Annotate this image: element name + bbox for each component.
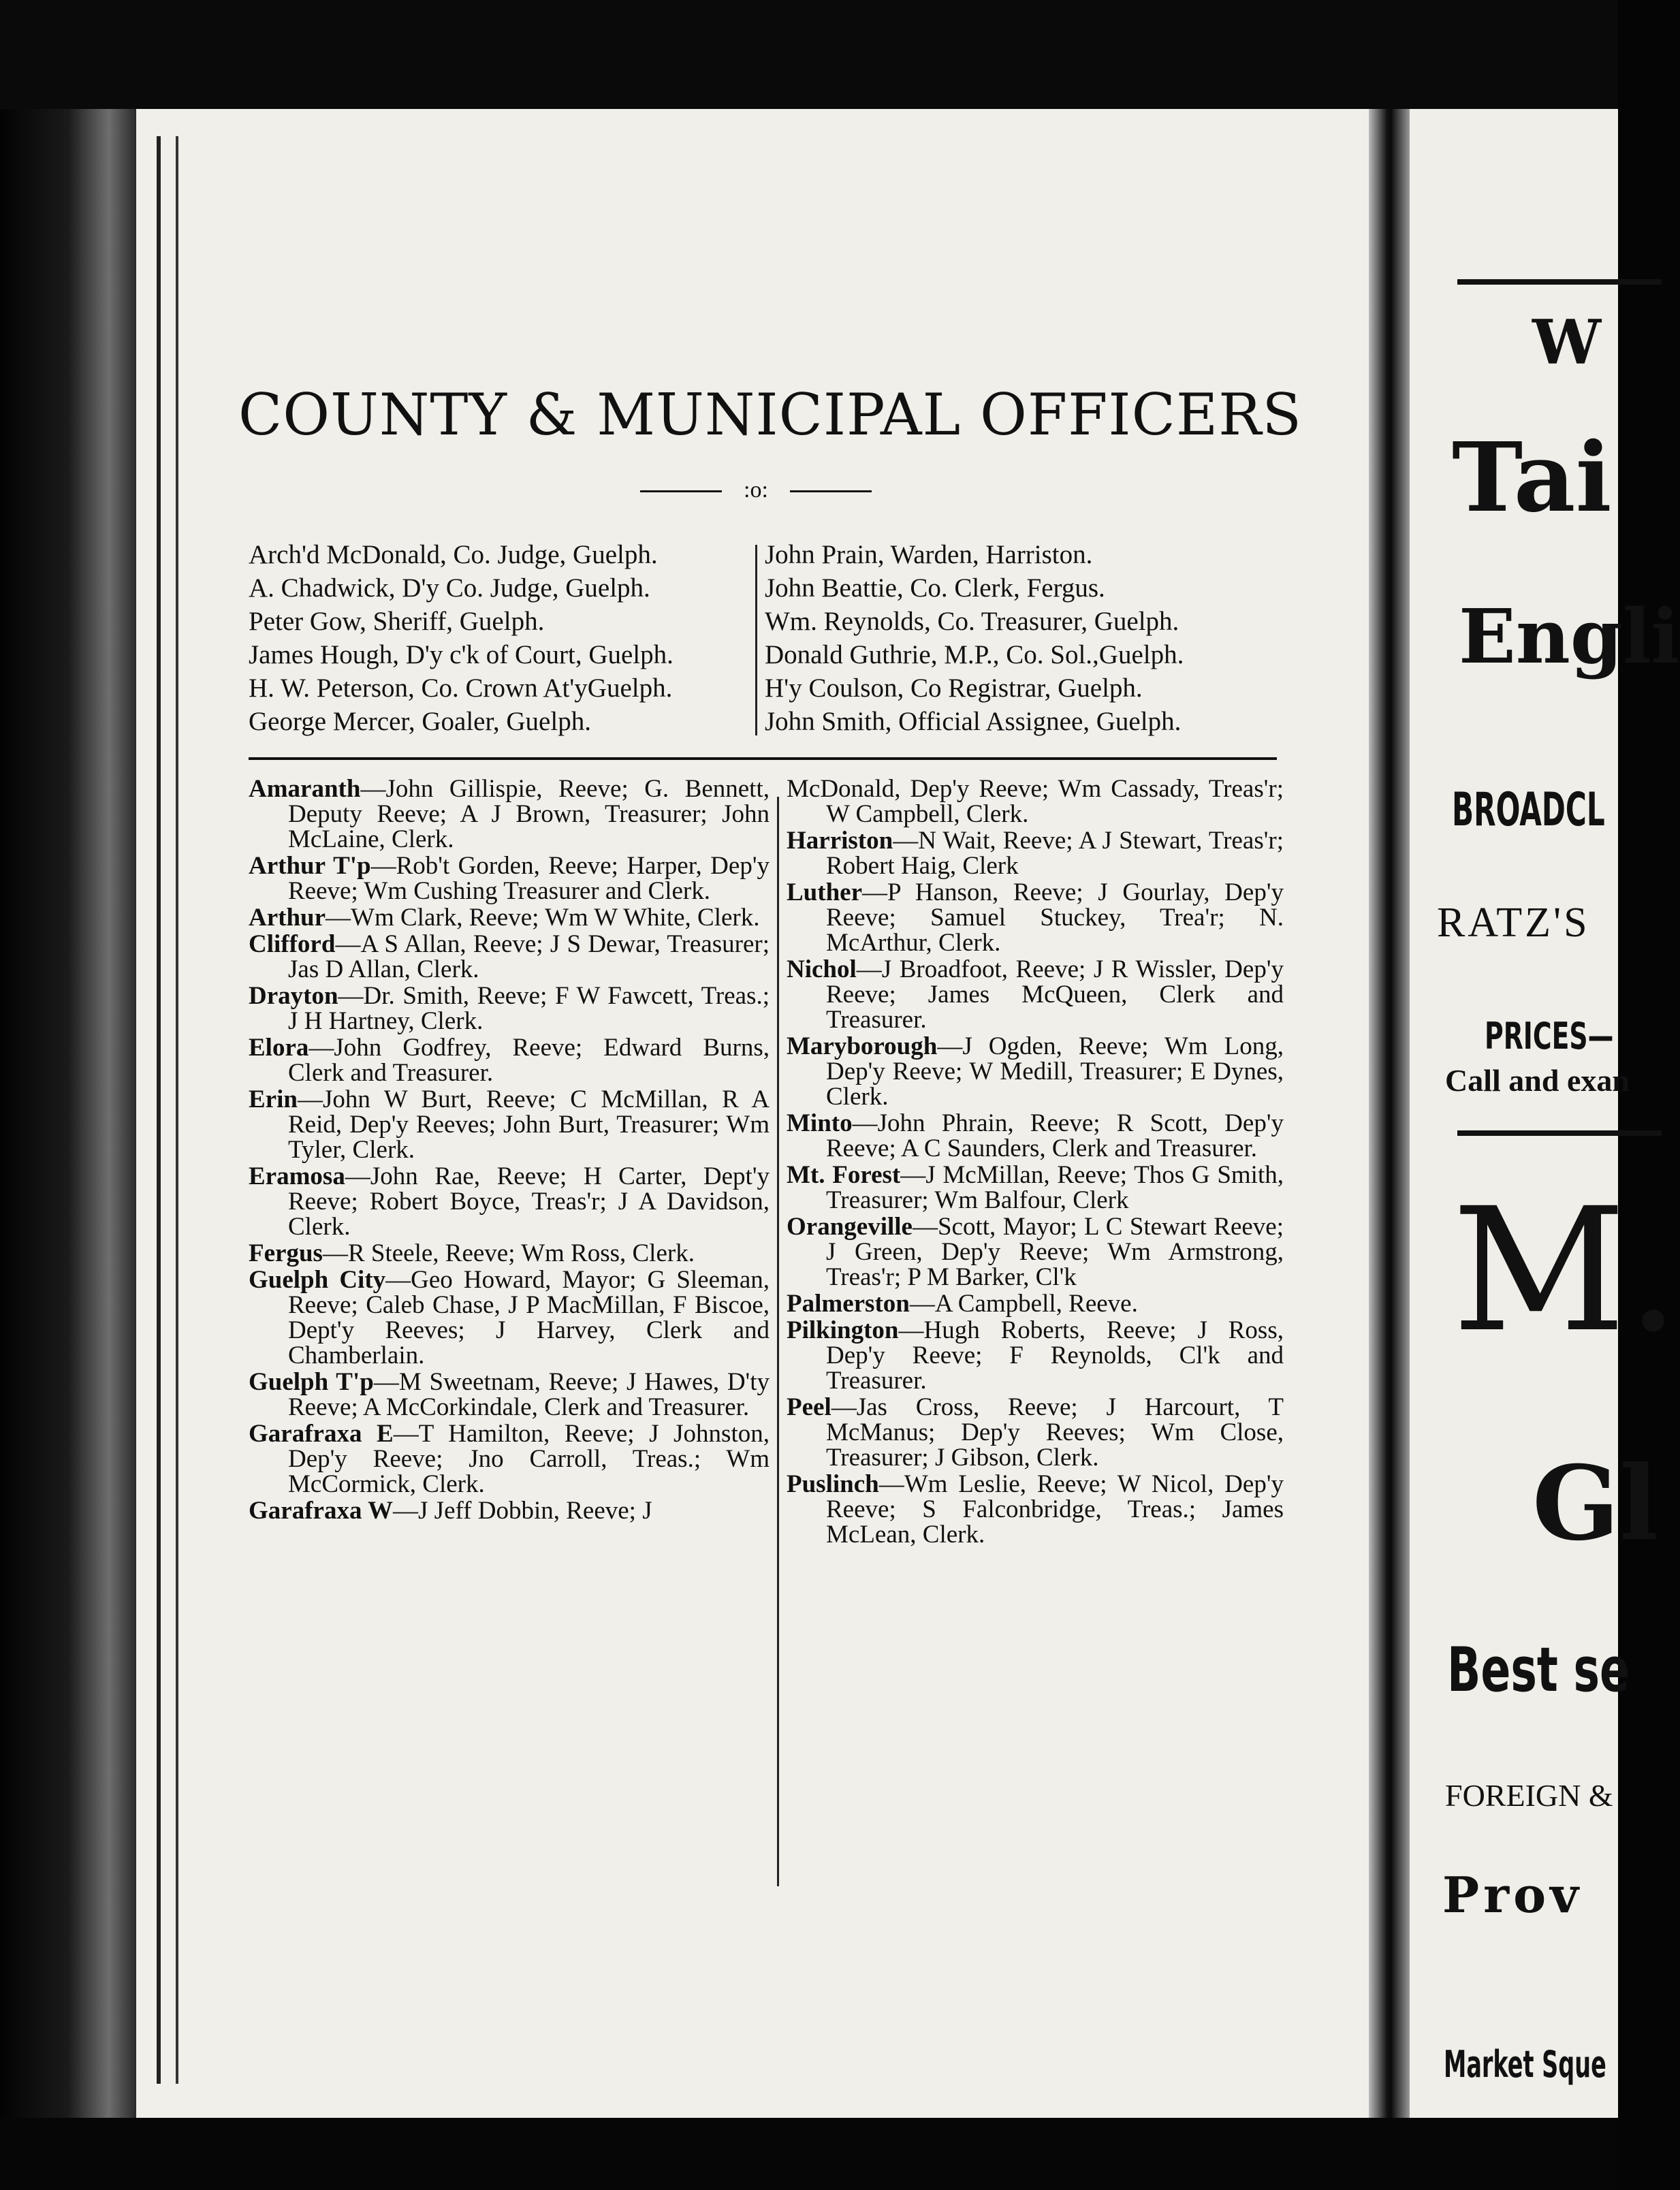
municipality-officers: —A S Allan, Reeve; J S Dewar, Treasurer; Jas D Allan, Clerk. bbox=[288, 930, 770, 983]
municipality-officers: —John Godfrey, Reeve; Edward Burns, Clerk and Treasurer. bbox=[288, 1034, 770, 1087]
municipality-name: Eramosa bbox=[249, 1162, 345, 1190]
municipality-name: Arthur bbox=[249, 904, 326, 932]
ad-call: Call and exan bbox=[1445, 1063, 1630, 1098]
municipality-officers: —Wm Clark, Reeve; Wm W White, Clerk. bbox=[326, 904, 760, 932]
scan-border-top bbox=[0, 0, 1618, 109]
ad-heading-w: W bbox=[1532, 306, 1617, 379]
ad-market: Market Sque bbox=[1444, 2043, 1606, 2086]
municipality-officers: —John Gillispie, Reeve; G. Bennett, Deputy Reeve; A J Brown, Treasurer; John McLaine, Clerk. bbox=[288, 775, 770, 853]
ad-best: Best se bbox=[1447, 1634, 1630, 1706]
municipality-entry bbox=[249, 1421, 770, 1497]
municipality-officers: —M Sweetnam, Reeve; J Hawes, D'ty Reeve; A McCorkindale, Clerk and Treasurer. bbox=[288, 1368, 770, 1421]
municipality-name: Guelph City bbox=[249, 1266, 386, 1294]
municipality-officers: —John W Burt, Reeve; C McMillan, R A Reid, Dep'y Reeves; John Burt, Treasurer; Wm Tyler, Clerk. bbox=[288, 1085, 770, 1164]
officer-line: Donald Guthrie, M.P., Co. Sol.,Guelph. bbox=[765, 640, 1184, 669]
municipality-entry bbox=[249, 1498, 770, 1523]
municipality-name: Amaranth bbox=[249, 775, 361, 803]
column-divider bbox=[777, 797, 779, 1886]
municipality-entry bbox=[249, 853, 770, 904]
municipality-officers: —T Hamilton, Reeve; J Johnston, Dep'y Reeve; Jno Carroll, Treas.; Wm McCormick, Clerk. bbox=[288, 1420, 770, 1498]
municipality-entry bbox=[249, 932, 770, 982]
municipality-officers: —Hugh Roberts, Reeve; J Ross, Dep'y Reeve; F Reynolds, Cl'k and Treasurer. bbox=[826, 1316, 1284, 1395]
title-ornament: :o: bbox=[633, 477, 878, 504]
municipality-name: Erin bbox=[249, 1085, 298, 1113]
officer-line: John Smith, Official Assignee, Guelph. bbox=[765, 707, 1182, 736]
municipality-name: Pilkington bbox=[787, 1316, 899, 1344]
officer-line: H'y Coulson, Co Registrar, Guelph. bbox=[765, 673, 1143, 703]
municipality-name: Mt. Forest bbox=[787, 1161, 901, 1189]
municipality-officers: —R Steele, Reeve; Wm Ross, Clerk. bbox=[322, 1239, 695, 1267]
municipality-entry bbox=[249, 1164, 770, 1239]
municipality-name: Puslinch bbox=[787, 1470, 879, 1498]
officer-line: George Mercer, Goaler, Guelph. bbox=[249, 707, 591, 736]
municipality-officers: —Jas Cross, Reeve; J Harcourt, T McManus; Dep'y Reeves; Wm Close, Treasurer; J Gibson, Clerk. bbox=[826, 1393, 1284, 1472]
municipality-officers: —P Hanson, Reeve; J Gourlay, Dep'y Reeve; Samuel Stuckey, Trea'r; N. McArthur, Clerk. bbox=[826, 878, 1284, 957]
municipality-entry bbox=[249, 1087, 770, 1162]
municipality-name: Peel bbox=[787, 1393, 831, 1421]
municipality-name: Elora bbox=[249, 1034, 309, 1062]
municipality-name: Garafraxa W bbox=[249, 1497, 394, 1525]
page-border-rule bbox=[157, 136, 161, 2084]
municipality-officers: McDonald, Dep'y Reeve; Wm Cassady, Treas'r; W Campbell, Clerk. bbox=[787, 775, 1284, 828]
municipality-officers: —Rob't Gorden, Reeve; Harper, Dep'y Reeve; Wm Cushing Treasurer and Clerk. bbox=[288, 852, 770, 905]
municipal-officers-section bbox=[249, 776, 1284, 1893]
scan-border-left bbox=[0, 109, 136, 2190]
municipality-name: Minto bbox=[787, 1109, 853, 1137]
officer-line: Wm. Reynolds, Co. Treasurer, Guelph. bbox=[765, 607, 1179, 636]
municipality-name: Maryborough bbox=[787, 1032, 938, 1060]
ad-rule bbox=[1457, 1130, 1662, 1136]
county-officers-left-column bbox=[249, 538, 752, 738]
municipal-right-column bbox=[787, 776, 1284, 1549]
municipality-entry bbox=[787, 1162, 1284, 1213]
municipality-name: Harriston bbox=[787, 827, 893, 855]
officer-line: Arch'd McDonald, Co. Judge, Guelph. bbox=[249, 540, 658, 569]
municipality-name: Orangeville bbox=[787, 1213, 913, 1241]
ad-prices: PRICES— bbox=[1485, 1015, 1614, 1058]
municipality-officers: —A Campbell, Reeve. bbox=[909, 1290, 1138, 1318]
page-title: COUNTY & MUNICIPAL OFFICERS bbox=[238, 381, 1302, 448]
municipality-name: Luther bbox=[787, 878, 862, 906]
ad-broadcl: BROADCL bbox=[1452, 783, 1605, 837]
municipality-name: Fergus bbox=[249, 1239, 323, 1267]
officer-line: A. Chadwick, D'y Co. Judge, Guelph. bbox=[249, 573, 650, 603]
municipality-entry bbox=[249, 1369, 770, 1420]
ad-prov: Prov bbox=[1442, 1866, 1583, 1924]
ad-m: M. bbox=[1452, 1171, 1680, 1369]
municipality-name: Garafraxa E bbox=[249, 1420, 394, 1448]
municipality-officers: —Geo Howard, Mayor; G Sleeman, Reeve; Caleb Chase, J P MacMillan, F Biscoe, Dept'y Reeves; J Harvey, Clerk and Chamberlain. bbox=[288, 1266, 770, 1369]
municipality-entry bbox=[787, 1214, 1284, 1290]
municipality-entry bbox=[249, 1267, 770, 1368]
page-border-rule-inner bbox=[176, 136, 178, 2084]
ad-rule bbox=[1457, 279, 1662, 285]
municipality-entry bbox=[787, 1395, 1284, 1470]
book-gutter bbox=[1369, 109, 1410, 2118]
municipality-entry bbox=[787, 776, 1284, 827]
municipality-entry bbox=[787, 828, 1284, 878]
ad-heading-tai: Tai bbox=[1452, 422, 1612, 534]
municipality-officers: —J Ogden, Reeve; Wm Long, Dep'y Reeve; W Medill, Treasurer; E Dynes, Clerk. bbox=[826, 1032, 1284, 1111]
officer-line: John Prain, Warden, Harriston. bbox=[765, 540, 1093, 569]
officer-line: Peter Gow, Sheriff, Guelph. bbox=[249, 607, 545, 636]
municipality-entry bbox=[249, 905, 770, 930]
municipality-name: Nichol bbox=[787, 955, 857, 983]
municipality-officers: —J Jeff Dobbin, Reeve; J bbox=[393, 1497, 652, 1525]
municipality-entry bbox=[787, 1472, 1284, 1547]
municipality-officers: —Wm Leslie, Reeve; W Nicol, Dep'y Reeve; S Falconbridge, Treas.; James McLean, Clerk. bbox=[826, 1470, 1284, 1549]
municipal-left-column bbox=[249, 776, 770, 1525]
column-divider bbox=[755, 545, 757, 735]
municipality-officers: —N Wait, Reeve; A J Stewart, Treas'r; Robert Haig, Clerk bbox=[826, 827, 1284, 880]
municipality-entry bbox=[249, 1035, 770, 1085]
officer-line: H. W. Peterson, Co. Crown At'yGuelph. bbox=[249, 673, 673, 703]
scan-border-bottom bbox=[0, 2118, 1618, 2190]
county-officers-section bbox=[249, 538, 1277, 742]
municipality-entry bbox=[249, 1241, 770, 1266]
ad-heading-engl: Engli bbox=[1459, 592, 1680, 680]
municipality-entry bbox=[787, 880, 1284, 955]
municipality-entry bbox=[249, 983, 770, 1034]
ad-ratz: RATZ'S bbox=[1437, 900, 1590, 946]
municipality-name: Arthur T'p bbox=[249, 852, 371, 880]
municipality-name: Palmerston bbox=[787, 1290, 910, 1318]
officer-line: James Hough, D'y c'k of Court, Guelph. bbox=[249, 640, 673, 669]
ad-gi: Gl bbox=[1532, 1444, 1659, 1564]
county-officers-right-column bbox=[765, 538, 1282, 738]
municipality-officers: —Scott, Mayor; L C Stewart Reeve; J Green, Dep'y Reeve; Wm Armstrong, Treas'r; P M Barker, Cl'k bbox=[826, 1213, 1284, 1291]
municipality-entry bbox=[787, 1034, 1284, 1109]
right-page-advertisement bbox=[1410, 109, 1680, 2118]
municipality-officers: —John Rae, Reeve; H Carter, Dept'y Reeve; Robert Boyce, Treas'r; J A Davidson, Clerk. bbox=[288, 1162, 770, 1241]
section-divider-rule bbox=[249, 757, 1277, 760]
municipality-entry bbox=[787, 957, 1284, 1032]
ad-foreign: FOREIGN & bbox=[1445, 1778, 1613, 1813]
municipality-officers: —J Broadfoot, Reeve; J R Wissler, Dep'y Reeve; James McQueen, Clerk and Treasurer. bbox=[826, 955, 1284, 1034]
municipality-name: Guelph T'p bbox=[249, 1368, 374, 1396]
municipality-name: Clifford bbox=[249, 930, 336, 958]
municipality-entry bbox=[787, 1318, 1284, 1393]
municipality-officers: —Dr. Smith, Reeve; F W Fawcett, Treas.; J H Hartney, Clerk. bbox=[288, 982, 770, 1035]
municipality-entry bbox=[787, 1291, 1284, 1316]
municipality-entry bbox=[787, 1111, 1284, 1161]
officer-line: John Beattie, Co. Clerk, Fergus. bbox=[765, 573, 1105, 603]
municipality-officers: —John Phrain, Reeve; R Scott, Dep'y Reeve; A C Saunders, Clerk and Treasurer. bbox=[826, 1109, 1284, 1162]
municipality-name: Drayton bbox=[249, 982, 338, 1010]
municipality-officers: —J McMillan, Reeve; Thos G Smith, Treasurer; Wm Balfour, Clerk bbox=[826, 1161, 1284, 1214]
municipality-entry bbox=[249, 776, 770, 852]
